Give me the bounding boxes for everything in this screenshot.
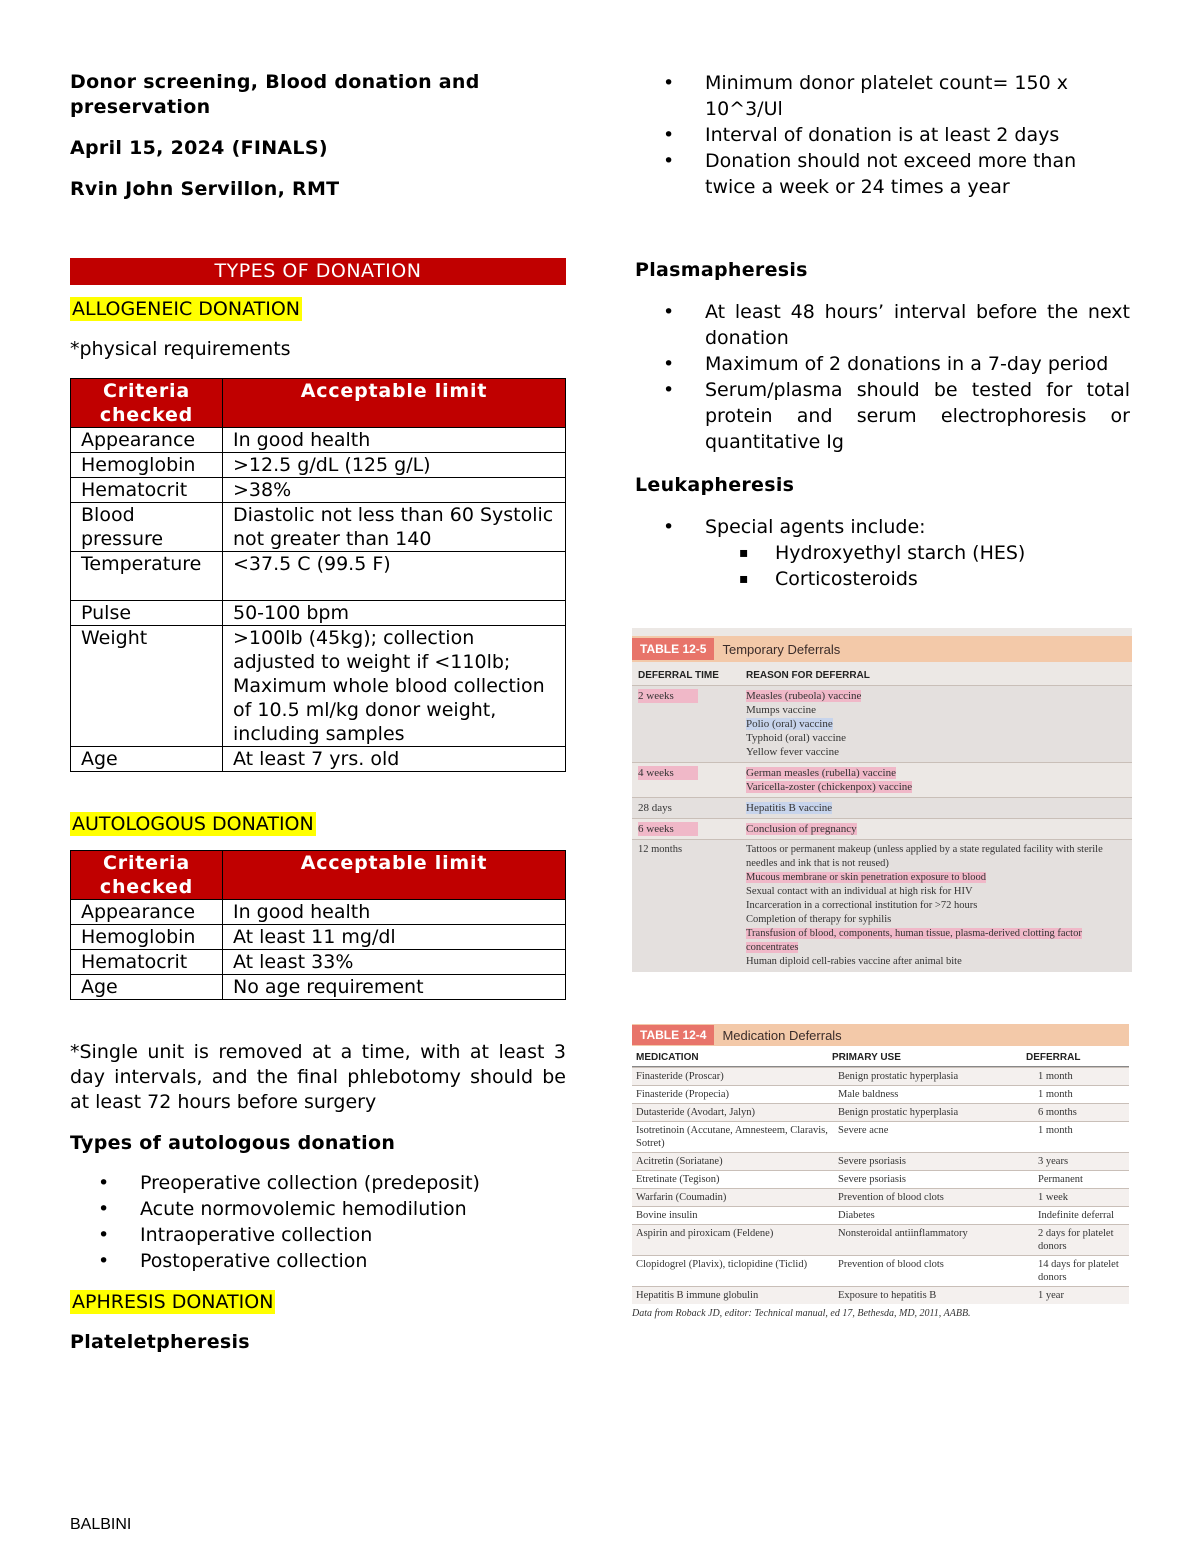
platelet-bullets [635, 70, 1130, 200]
list-item: • Postoperative collection [70, 1248, 566, 1274]
list-item: • Serum/plasma should be tested for total protein and serum electrophoresis or quantitative Ig [635, 377, 1130, 455]
table-cell: Severe acne [838, 1125, 889, 1136]
table-cell: Diastolic not less than 60 Systolic not greater than 140 [223, 503, 566, 552]
table-cell: Age [71, 747, 223, 772]
table-cell: Severe psoriasis [838, 1156, 906, 1167]
table-cell: Temperature [71, 552, 223, 601]
table-cell: At least 33% [223, 950, 566, 975]
table-cell: >12.5 g/dL (125 g/L) [223, 453, 566, 478]
table-cell: German measles (rubella) vaccine [746, 767, 896, 779]
table-row [71, 428, 566, 453]
autologous-heading: AUTOLOGOUS DONATION [72, 813, 314, 835]
types-of-donation-bar: TYPES OF DONATION [70, 258, 566, 285]
table-tag: TABLE 12-4 [632, 1025, 714, 1045]
table-row [71, 950, 566, 975]
table-cell: Hemoglobin [71, 453, 223, 478]
table-cell: 1 week [1038, 1192, 1069, 1203]
table-cell: Etretinate (Tegison) [636, 1174, 720, 1185]
table-title: Medication Deferrals [722, 1027, 842, 1043]
table-cell: Prevention of blood clots [838, 1192, 944, 1203]
table-cell: Polio (oral) vaccine [746, 718, 833, 730]
list-item: • Intraoperative collection [70, 1222, 566, 1248]
plateletpheresis-heading: Plateletpheresis [70, 1331, 250, 1353]
table-cell: 50-100 bpm [223, 601, 566, 626]
footer-name: BALBINI [70, 1516, 132, 1533]
medication-table-body [632, 1067, 1129, 1304]
table-cell: Dutasteride (Avodart, Jalyn) [636, 1107, 756, 1118]
list-item: • Preoperative collection (predeposit) [70, 1170, 566, 1196]
table-cell: Permanent [1038, 1174, 1083, 1185]
list-item: ▪ Corticosteroids [635, 566, 1130, 592]
apheresis-heading: APHRESIS DONATION [72, 1291, 274, 1313]
table-row [71, 503, 566, 552]
table-cell: <37.5 C (99.5 F) [223, 552, 566, 601]
table-cell: Weight [71, 626, 223, 747]
table-cell: Age [71, 975, 223, 1000]
table-cell: Mumps vaccine [746, 704, 816, 716]
table-cell: At least 7 yrs. old [223, 747, 566, 772]
leuka-sublist [635, 540, 1130, 592]
table-row [632, 1121, 1129, 1152]
table-cell: Typhoid (oral) vaccine [746, 732, 847, 744]
table-cell: Tattoos or permanent makeup (unless applied by a state regulated facility with sterile needles and ink that is not reused) [746, 844, 1103, 869]
single-unit-note: *Single unit is removed at a time, with at least 3 day intervals, and the final phlebotomy should be at least 72 hours before surgery [70, 1041, 566, 1113]
table-12-5-image [632, 628, 1132, 967]
table-cell: 1 month [1038, 1125, 1073, 1136]
table-cell: Yellow fever vaccine [746, 746, 839, 758]
list-item: • Interval of donation is at least 2 days [635, 122, 1130, 148]
table-row [632, 839, 1132, 972]
table-cell: In good health [223, 900, 566, 925]
table-cell: Hematocrit [71, 950, 223, 975]
list-item: • Acute normovolemic hemodilution [70, 1196, 566, 1222]
table-cell: Hepatitis B immune globulin [636, 1290, 759, 1301]
autologous-types-list [70, 1170, 566, 1274]
table-row [632, 1188, 1129, 1206]
column-header: Acceptable limit [223, 379, 566, 428]
left-column [70, 70, 566, 1355]
types-autologous-heading: Types of autologous donation [70, 1132, 396, 1154]
table-cell: >38% [223, 478, 566, 503]
list-item: • Special agents include: [635, 514, 1130, 540]
table-cell: Benign prostatic hyperplasia [838, 1107, 959, 1118]
document-date: April 15, 2024 (FINALS) [70, 137, 328, 159]
table-cell: Warfarin (Coumadin) [636, 1192, 727, 1203]
column-header: DEFERRAL [1026, 1052, 1081, 1063]
table-tag: TABLE 12-5 [632, 638, 714, 660]
list-item: • Donation should not exceed more than twice a week or 24 times a year [635, 148, 1130, 200]
table-row [71, 975, 566, 1000]
plasma-bullets [635, 299, 1130, 455]
table-cell: Acitretin (Soriatane) [636, 1156, 723, 1167]
table-cell: Appearance [71, 900, 223, 925]
table-cell: Clopidogrel (Plavix), ticlopidine (Ticlid) [636, 1259, 808, 1270]
table-row [71, 601, 566, 626]
table-cell: 28 days [638, 802, 672, 814]
table-cell: Benign prostatic hyperplasia [838, 1071, 959, 1082]
table-cell: 1 year [1038, 1290, 1064, 1301]
list-item: ▪ Hydroxyethyl starch (HES) [635, 540, 1130, 566]
table-cell: Severe psoriasis [838, 1174, 906, 1185]
column-header: REASON FOR DEFERRAL [746, 670, 870, 681]
table-title: Temporary Deferrals [722, 641, 841, 657]
table-cell: 14 days for platelet donors [1038, 1259, 1119, 1283]
table-row [632, 1152, 1129, 1170]
table-cell: 3 years [1038, 1156, 1069, 1167]
autologous-table [70, 850, 566, 1000]
table-row [632, 1085, 1129, 1103]
table-header-row [71, 851, 566, 900]
table-cell: Completion of therapy for syphilis [746, 914, 892, 925]
table-row [632, 1255, 1129, 1286]
table-row [632, 762, 1132, 797]
list-item: • Maximum of 2 donations in a 7-day period [635, 351, 1130, 377]
table-cell: >100lb (45kg); collection adjusted to weight if <110lb; Maximum whole blood collection of 10.5 ml/kg donor weight, including samples [223, 626, 566, 747]
column-header: MEDICATION [636, 1052, 699, 1063]
table-cell: Appearance [71, 428, 223, 453]
table-cell: At least 11 mg/dl [223, 925, 566, 950]
table-row [71, 747, 566, 772]
table-cell: Male baldness [838, 1089, 899, 1100]
table-cell: 2 days for platelet donors [1038, 1228, 1114, 1252]
table-source: Data from Roback JD, editor: Technical manual, ed 17, Bethesda, MD, 2011, AABB. [632, 1308, 971, 1319]
table-cell: Pulse [71, 601, 223, 626]
table-cell: 4 weeks [638, 766, 698, 780]
list-item: • At least 48 hours’ interval before the next donation [635, 299, 1130, 351]
leukapheresis-heading: Leukapheresis [635, 474, 795, 496]
table-cell: 6 weeks [638, 822, 698, 836]
table-cell: Incarceration in a correctional institution for >72 hours [746, 900, 978, 911]
table-row [632, 818, 1132, 839]
table-row [632, 1103, 1129, 1121]
table-cell: Varicella-zoster (chickenpox) vaccine [746, 781, 913, 793]
physical-requirements-note: *physical requirements [70, 338, 291, 360]
table-cell: Transfusion of blood, components, human tissue, plasma-derived clotting factor concentrates [746, 928, 1082, 953]
table-row [71, 453, 566, 478]
document-title: Donor screening, Blood donation and preservation [70, 71, 480, 118]
table-cell: Prevention of blood clots [838, 1259, 944, 1270]
document-author: Rvin John Servillon, RMT [70, 178, 340, 200]
table-cell: 12 months [638, 844, 683, 855]
column-header: Criteria checked [71, 379, 223, 428]
allogeneic-heading: ALLOGENEIC DONATION [72, 298, 300, 320]
table-cell: 2 weeks [638, 689, 698, 703]
table-row [71, 552, 566, 601]
right-column [635, 70, 1130, 592]
table-cell: Conclusion of pregnancy [746, 823, 857, 835]
table-row [632, 1206, 1129, 1224]
table-row [71, 626, 566, 747]
leuka-bullets [635, 514, 1130, 540]
table-cell: Exposure to hepatitis B [838, 1290, 937, 1301]
table-cell: Finasteride (Propecia) [636, 1089, 730, 1100]
table-cell: Blood pressure [71, 503, 223, 552]
table-cell: Isotretinoin (Accutane, Amnesteem, Claravis, Sotret) [636, 1125, 828, 1149]
list-item: • Minimum donor platelet count= 150 x 10^3/Ul [635, 70, 1130, 122]
allogeneic-table [70, 378, 566, 772]
table-cell: 1 month [1038, 1089, 1073, 1100]
table-row [71, 478, 566, 503]
table-cell: In good health [223, 428, 566, 453]
plasmapheresis-heading: Plasmapheresis [635, 259, 808, 281]
table-row [632, 1067, 1129, 1085]
table-cell: Measles (rubeola) vaccine [746, 690, 862, 702]
table-row [632, 1224, 1129, 1255]
column-header: Criteria checked [71, 851, 223, 900]
table-cell: 1 month [1038, 1071, 1073, 1082]
table-cell: Finasteride (Proscar) [636, 1071, 724, 1082]
table-cell: Hemoglobin [71, 925, 223, 950]
table-row [632, 797, 1132, 818]
table-cell: Bovine insulin [636, 1210, 698, 1221]
table-cell: Sexual contact with an individual at high risk for HIV [746, 886, 973, 897]
table-cell: Indefinite deferral [1038, 1210, 1115, 1221]
table-cell: Human diploid cell-rabies vaccine after animal bite [746, 956, 962, 967]
table-cell: Nonsteroidal antiinflammatory [838, 1228, 968, 1239]
table-12-4-image [632, 1024, 1129, 1330]
table-cell: Hepatitis B vaccine [746, 802, 833, 814]
table-row [71, 925, 566, 950]
table-cell: Mucous membrane or skin penetration exposure to blood [746, 872, 986, 883]
table-row [71, 900, 566, 925]
table-cell: Aspirin and piroxicam (Feldene) [636, 1228, 774, 1239]
table-row [632, 1286, 1129, 1304]
column-header: Acceptable limit [223, 851, 566, 900]
table-cell: No age requirement [223, 975, 566, 1000]
table-row [632, 685, 1132, 762]
table-header-row [71, 379, 566, 428]
column-header: PRIMARY USE [832, 1052, 901, 1063]
column-header: DEFERRAL TIME [638, 670, 719, 681]
table-row [632, 1170, 1129, 1188]
table-cell: Hematocrit [71, 478, 223, 503]
table-cell: 6 months [1038, 1107, 1077, 1118]
table-cell: Diabetes [838, 1210, 875, 1221]
